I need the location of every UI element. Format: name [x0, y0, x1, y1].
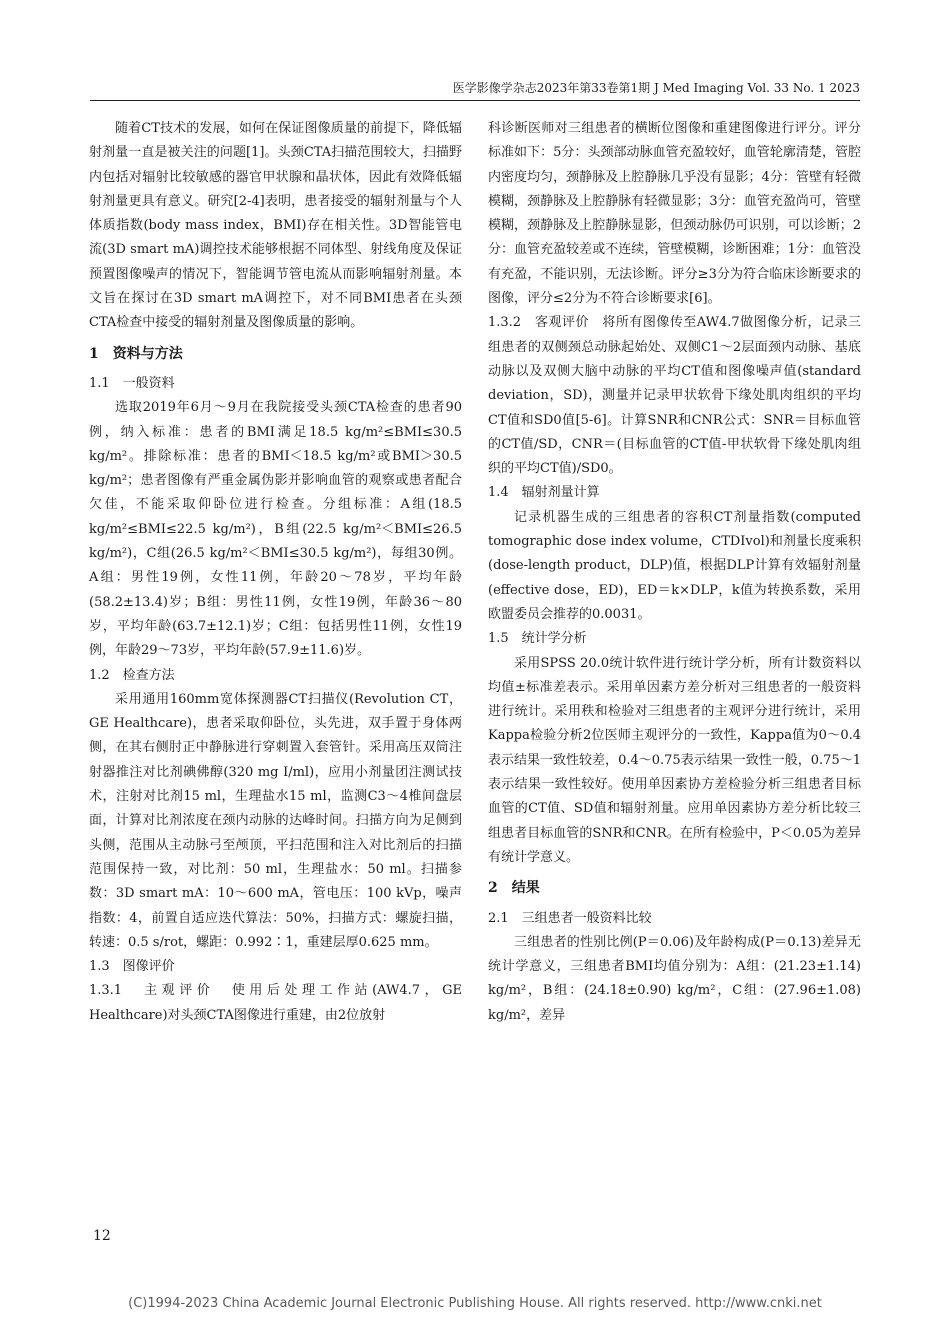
section-2-heading: 2 结果 [488, 880, 540, 897]
section-1-4-heading: 1.4 辐射剂量计算 [488, 485, 600, 501]
left-column [89, 117, 462, 1028]
copyright-footer: (C)1994-2023 China Academic Journal Electronic Publishing House. All rights reserved. http://www.cnki.net [128, 1296, 822, 1311]
general-data-paragraph: 选取2019年6月～9月在我院接受头颈CTA检查的患者90例，纳入标准：患者的BMI满足18.5 kg/m²≤BMI≤30.5 kg/m²。排除标准：患者的BMI＜18.5 kg/m²或BMI＞30.5 kg/m²；患者图像有严重金属伪影并影响血管的观察或患者配合欠佳，不能采取仰卧位进行检查。分组标准：A组(18.5 kg/m²≤BMI≤22.5 kg/m²)，B组(22.5 kg/m²＜BMI≤26.5 kg/m²)，C组(26.5 kg/m²＜BMI≤30.5 kg/m²)，每组30例。A组：男性19例，女性11例，年龄20～78岁，平均年龄(58.2±13.4)岁；B组：男性11例，女性19例，年龄36～80岁，平均年龄(63.7±12.1)岁；C组：包括男性11例，女性19例，年龄29～73岁，平均年龄(57.9±11.6)岁。 [89, 400, 462, 659]
exam-method-paragraph: 采用通用160mm宽体探测器CT扫描仪(Revolution CT，GE Healthcare)，患者采取仰卧位，头先进，双手置于身体两侧，在其右侧肘正中静脉进行穿刺置入套管针。采用高压双筒注射器推注对比剂碘佛醇(320 mg I/ml)，应用小剂量团注测试技术，注射对比剂15 ml，生理盐水15 ml，监测C3～4椎间盘层面，计算对比剂浓度在颈内动脉的达峰时间。扫描方向为足侧到头侧，范围从主动脉弓至颅顶，平扫范围和注入对比剂后的扫描范围保持一致，对比剂：50 ml，生理盐水：50 ml。扫描参数：3D smart mA：10～600 mA，管电压：100 kVp，噪声指数：4，前置自适应迭代算法：50%，扫描方式：螺旋扫描，转速：0.5 s/rot，螺距：0.992∶1，重建层厚0.625 mm。 [89, 691, 462, 950]
statistics-paragraph: 采用SPSS 20.0统计软件进行统计学分析，所有计数资料以均值±标准差表示。采用单因素方差分析对三组患者的一般资料进行统计。采用秩和检验对三组患者的主观评分进行统计，采用Kappa检验分析2位医师主观评分的一致性，Kappa值为0～0.4表示结果一致性较差，0.4～0.75表示结果一致性一般，0.75～1表示结果一致性较好。使用单因素协方差检验分析三组患者目标血管的CT值、SD值和辐射剂量。应用单因素协方差分析比较三组患者目标血管的SNR和CNR。在所有检验中，P＜0.05为差异有统计学意义。 [488, 655, 861, 865]
subjective-eval-paragraph: 1.3.1 主观评价 使用后处理工作站(AW4.7，GE Healthcare)对头颈CTA图像进行重建，由2位放射 [89, 983, 462, 1023]
section-2-1-heading: 2.1 三组患者一般资料比较 [488, 910, 652, 926]
radiation-dose-paragraph: 记录机器生成的三组患者的容积CT剂量指数(computed tomographic dose index volume，CTDIvol)和剂量长度乘积(dose-length product，DLP)值，根据DLP计算有效辐射剂量(effective dose，ED)，ED＝k×DLP，k值为转换系数，采用欧盟委员会推荐的0.0031。 [488, 509, 861, 622]
page-number: 12 [93, 1228, 111, 1244]
section-1-5-heading: 1.5 统计学分析 [488, 631, 587, 647]
right-column [488, 117, 861, 1028]
scoring-criteria-paragraph: 科诊断医师对三组患者的横断位图像和重建图像进行评分。评分标准如下：5分：头颈部动脉血管充盈较好，血管轮廓清楚，管腔内密度均匀，颈静脉及上腔静脉几乎没有显影；4分：管壁有轻微模糊，颈静脉及上腔静脉有轻微显影；3分：血管充盈尚可，管壁模糊，颈静脉及上腔静脉显影，但颈动脉仍可识别，可以诊断；2分：血管充盈较差或不连续，管壁模糊，诊断困难；1分：血管没有充盈，不能识别，无法诊断。评分≥3分为符合临床诊断要求的图像，评分≤2分为不符合诊断要求[6]。 [488, 121, 861, 307]
results-general-paragraph: 三组患者的性别比例(P＝0.06)及年龄构成(P＝0.13)差异无统计学意义，三组患者BMI均值分别为：A组：(21.23±1.14) kg/m²，B组：(24.18±0.90) kg/m²，C组：(27.96±1.08) kg/m²，差异 [488, 934, 861, 1023]
header-rule [90, 100, 860, 101]
section-1-1-heading: 1.1 一般资料 [89, 375, 175, 391]
section-1-heading: 1 资料与方法 [89, 345, 183, 362]
intro-paragraph: 随着CT技术的发展，如何在保证图像质量的前提下，降低辐射剂量一直是被关注的问题[1]。头颈CTA扫描范围较大，扫描野内包括对辐射比较敏感的器官甲状腺和晶状体，因此有效降低辐射剂量更具有意义。研究[2-4]表明，患者接受的辐射剂量与个人体质指数(body mass index，BMI)存在相关性。3D智能管电流(3D smart mA)调控技术能够根据不同体型、射线角度及保证预置图像噪声的情况下，智能调节管电流从而影响辐射剂量。本文旨在探讨在3D smart mA调控下，对不同BMI患者在头颈CTA检查中接受的辐射剂量及图像质量的影响。 [89, 121, 462, 331]
section-1-2-heading: 1.2 检查方法 [89, 667, 175, 683]
section-1-3-heading: 1.3 图像评价 [89, 959, 175, 975]
objective-eval-paragraph: 1.3.2 客观评价 将所有图像传至AW4.7做图像分析，记录三组患者的双侧颈总动脉起始处、双侧C1～2层面颈内动脉、基底动脉以及双侧大脑中动脉的平均CT值和图像噪声值(standard deviation，SD)，测量并记录甲状软骨下缘处肌肉组织的平均CT值和SD0值[5-6]。计算SNR和CNR公式：SNR＝目标血管的CT值/SD，CNR＝(目标血管的CT值-甲状软骨下缘处肌肉组织的平均CT值)/SD0。 [488, 315, 861, 477]
running-header: 医学影像学杂志2023年第33卷第1期 J Med Imaging Vol. 33 No. 1 2023 [452, 81, 860, 95]
